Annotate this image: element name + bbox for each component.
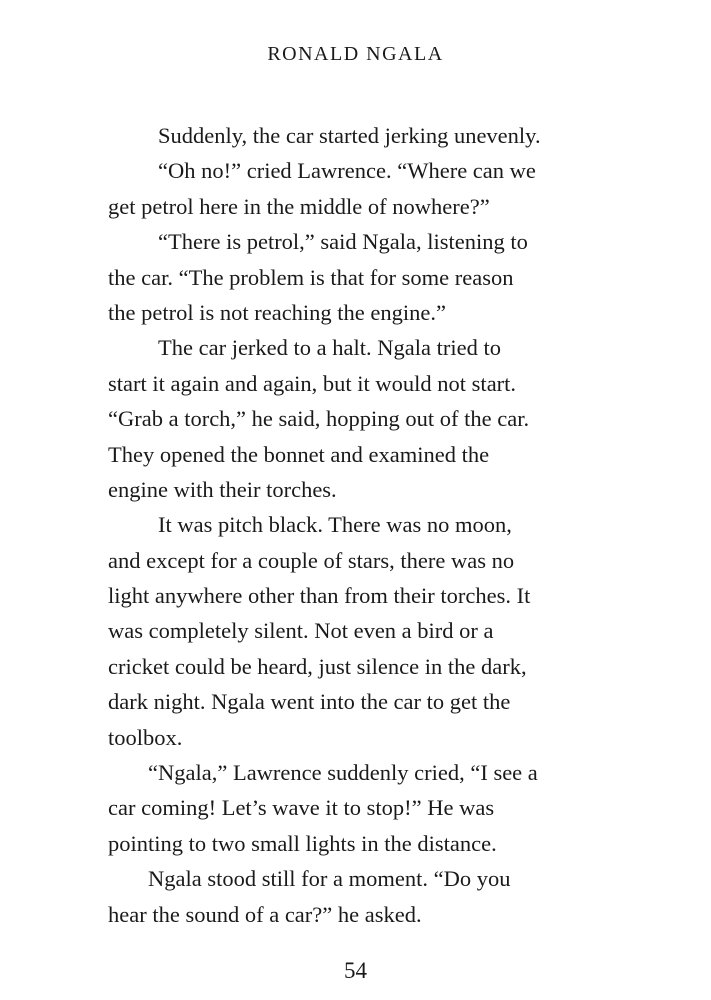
text-line: Suddenly, the car started jerking unevenly. — [158, 123, 541, 148]
text-line: the petrol is not reaching the engine.” — [108, 299, 447, 325]
text-line: get petrol here in the middle of nowhere?” — [108, 193, 490, 219]
body-text — [108, 118, 608, 932]
text-line: engine with their torches. — [108, 476, 337, 502]
text-line: dark night. Ngala went into the car to get the — [108, 689, 511, 715]
text-line: “Grab a torch,” he said, hopping out of the car. — [108, 406, 530, 432]
text-line: Ngala stood still for a moment. “Do you — [148, 866, 511, 892]
text-line: “There is petrol,” said Ngala, listening to — [158, 229, 528, 255]
text-line: cricket could be heard, just silence in the dark, — [108, 653, 527, 679]
text-line: the car. “The problem is that for some reason — [108, 264, 514, 290]
page-number: 54 — [344, 958, 367, 983]
text-line: “Ngala,” Lawrence suddenly cried, “I see a — [148, 760, 538, 786]
text-line: The car jerked to a halt. Ngala tried to — [158, 335, 501, 361]
text-line: toolbox. — [108, 724, 183, 750]
text-line: They opened the bonnet and examined the — [108, 441, 490, 467]
text-line: It was pitch black. There was no moon, — [158, 512, 512, 538]
text-line: hear the sound of a car?” he asked. — [108, 901, 422, 927]
text-line: “Oh no!” cried Lawrence. “Where can we — [158, 158, 536, 184]
text-line: light anywhere other than from their torches. It — [108, 583, 531, 609]
text-line: start it again and again, but it would not start. — [108, 370, 517, 396]
running-head: RONALD NGALA — [267, 43, 444, 65]
text-line: and except for a couple of stars, there was no — [108, 547, 515, 573]
text-line: car coming! Let’s wave it to stop!” He was — [108, 795, 495, 821]
text-line: pointing to two small lights in the distance. — [108, 830, 497, 856]
text-line: was completely silent. Not even a bird or a — [108, 618, 494, 644]
